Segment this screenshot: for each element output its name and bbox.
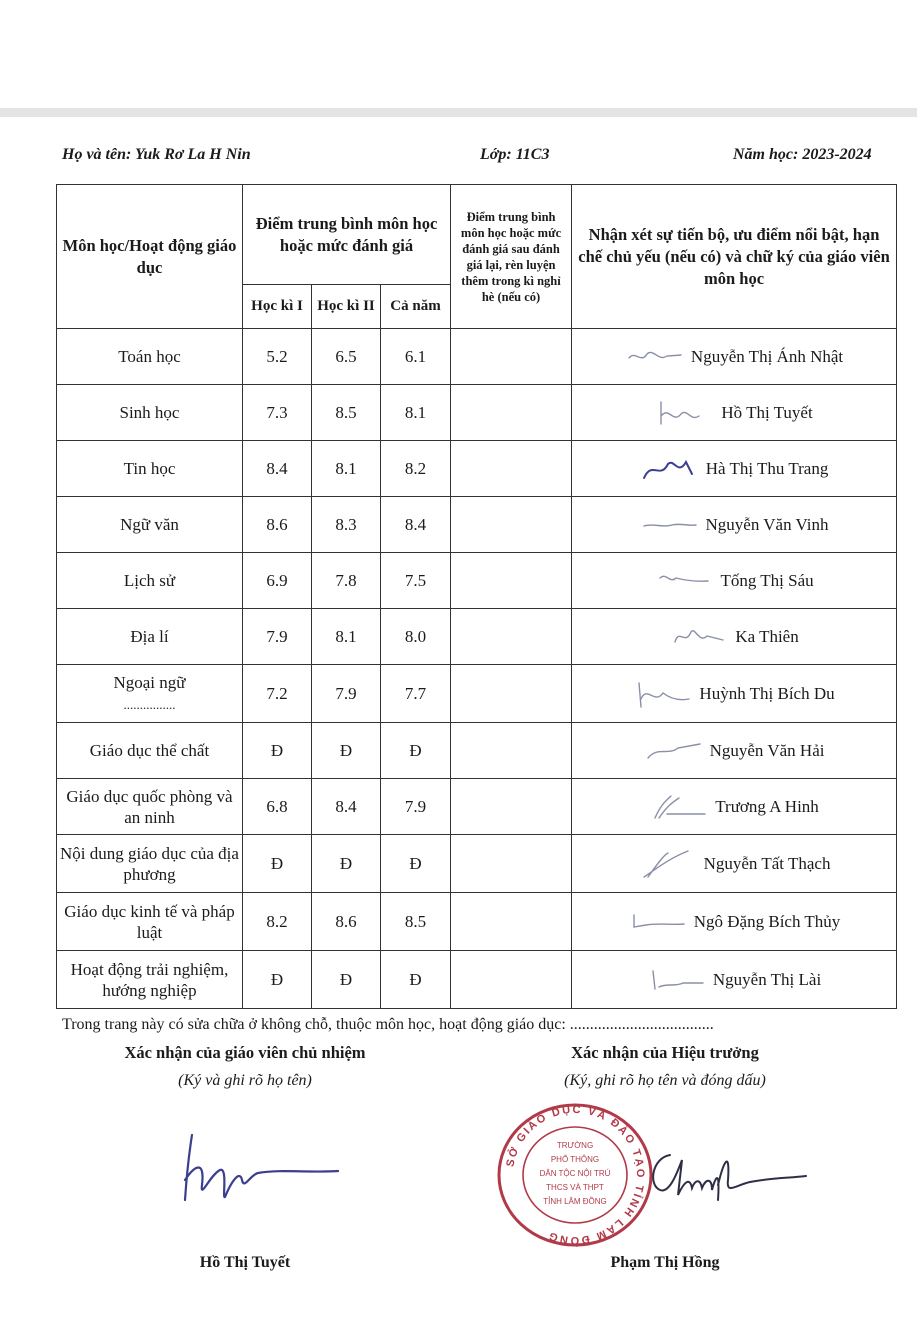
subject-label: Nội dung giáo dục của địa phương <box>60 843 239 884</box>
score-hk1: 6.8 <box>243 779 312 835</box>
subject-cell <box>57 665 243 723</box>
retest-cell <box>451 329 572 385</box>
stamp-ring-text: SỞ GIÁO DỤC VÀ ĐÀO TẠO TỈNH LÂM ĐỒNG <box>504 1103 647 1247</box>
score-hk2: 8.6 <box>312 893 381 951</box>
score-year: 8.5 <box>381 893 451 951</box>
subject-extra: ................ <box>123 697 176 712</box>
score-year: 7.5 <box>381 553 451 609</box>
retest-cell <box>451 665 572 723</box>
teacher-signature <box>628 907 686 937</box>
table-row <box>57 441 897 497</box>
stamp-line-3: DÂN TỘC NỘI TRÚ <box>539 1169 611 1178</box>
subject-cell <box>57 385 243 441</box>
table-row <box>57 951 897 1009</box>
score-hk1: 8.4 <box>243 441 312 497</box>
teacher-signature <box>633 679 691 709</box>
stamp-line-1: TRƯỜNG <box>556 1141 594 1150</box>
teacher-signature <box>625 342 683 372</box>
table-row <box>57 779 897 835</box>
teacher-signature <box>640 510 698 540</box>
header-hk2: Học kì II <box>312 285 381 329</box>
principal-signature <box>640 1140 810 1210</box>
score-hk1: Đ <box>243 951 312 1009</box>
retest-cell <box>451 723 572 779</box>
subject-cell <box>57 441 243 497</box>
score-hk2: 8.4 <box>312 779 381 835</box>
teacher-cell <box>572 441 897 497</box>
teacher-name: Ka Thiên <box>735 626 799 646</box>
subject-cell <box>57 779 243 835</box>
teacher-name: Ngô Đặng Bích Thủy <box>693 911 841 931</box>
score-hk1: 7.2 <box>243 665 312 723</box>
stamp-line-4: THCS VÀ THPT <box>546 1183 604 1192</box>
score-hk1: 5.2 <box>243 329 312 385</box>
score-hk2: 8.3 <box>312 497 381 553</box>
subject-label: Ngữ văn <box>120 515 179 534</box>
teacher-signature <box>649 792 707 822</box>
grades-table <box>56 184 897 1009</box>
teacher-cell <box>572 609 897 665</box>
score-hk2: 8.1 <box>312 441 381 497</box>
homeroom-confirm-title: Xác nhận của giáo viên chủ nhiệm <box>124 1043 366 1062</box>
grade-rows <box>57 329 897 1009</box>
subject-cell <box>57 951 243 1009</box>
school-year: Năm học: 2023-2024 <box>733 146 872 163</box>
score-year: Đ <box>381 951 451 1009</box>
teacher-name: Nguyễn Thị Ánh Nhật <box>690 346 844 366</box>
teacher-name: Hồ Thị Tuyết <box>721 402 813 422</box>
teacher-name: Hà Thị Thu Trang <box>705 458 829 478</box>
teacher-name: Tống Thị Sáu <box>720 570 814 590</box>
teacher-name: Nguyễn Thị Lài <box>712 969 822 989</box>
header-subject: Môn học/Hoạt động giáo dục <box>57 185 243 329</box>
teacher-cell <box>572 779 897 835</box>
teacher-cell <box>572 497 897 553</box>
score-hk1: Đ <box>243 723 312 779</box>
teacher-signature <box>638 849 696 879</box>
table-row <box>57 329 897 385</box>
table-row <box>57 385 897 441</box>
header-year: Cả năm <box>381 285 451 329</box>
score-hk2: 6.5 <box>312 329 381 385</box>
principal-confirm-title: Xác nhận của Hiệu trưởng <box>571 1043 759 1062</box>
score-hk2: 7.8 <box>312 553 381 609</box>
score-hk2: 8.1 <box>312 609 381 665</box>
table-row <box>57 609 897 665</box>
retest-cell <box>451 553 572 609</box>
teacher-signature <box>640 454 698 484</box>
subject-cell <box>57 723 243 779</box>
subject-label: Giáo dục kinh tế và pháp luật <box>64 901 235 942</box>
homeroom-confirm-sub: (Ký và ghi rõ họ tên) <box>178 1072 312 1089</box>
top-blank-area <box>0 0 917 108</box>
score-hk2: Đ <box>312 835 381 893</box>
subject-label: Ngoại ngữ <box>113 673 186 692</box>
subject-cell <box>57 329 243 385</box>
score-year: 8.0 <box>381 609 451 665</box>
retest-cell <box>451 893 572 951</box>
teacher-signature <box>644 736 702 766</box>
teacher-cell <box>572 951 897 1009</box>
teacher-name: Trương A Hinh <box>715 796 819 816</box>
teacher-name: Nguyễn Văn Vinh <box>705 514 829 534</box>
teacher-cell <box>572 553 897 609</box>
score-hk1: 7.3 <box>243 385 312 441</box>
header-hk1: Học kì I <box>243 285 312 329</box>
teacher-cell <box>572 665 897 723</box>
teacher-signature <box>647 965 705 995</box>
correction-note: Trong trang này có sửa chữa ở không chỗ, thuộc môn học, hoạt động giáo dục: .................................... <box>62 1016 714 1033</box>
header-comment: Nhận xét sự tiến bộ, ưu điểm nổi bật, hạn chế chủ yếu (nếu có) và chữ ký của giáo viên môn học <box>572 185 897 329</box>
teacher-name: Huỳnh Thị Bích Du <box>699 683 835 703</box>
stamp-line-5: TỈNH LÂM ĐỒNG <box>543 1197 607 1206</box>
score-hk2: 8.5 <box>312 385 381 441</box>
subject-label: Giáo dục thể chất <box>89 741 210 760</box>
teacher-signature <box>655 398 713 428</box>
table-row <box>57 497 897 553</box>
subject-cell <box>57 893 243 951</box>
retest-cell <box>451 835 572 893</box>
teacher-name: Nguyễn Tất Thạch <box>703 853 831 873</box>
subject-cell <box>57 609 243 665</box>
table-row <box>57 893 897 951</box>
subject-cell <box>57 553 243 609</box>
teacher-cell <box>572 835 897 893</box>
teacher-signature <box>669 622 727 652</box>
score-hk2: Đ <box>312 723 381 779</box>
score-year: 6.1 <box>381 329 451 385</box>
stamp-line-2: PHỔ THÔNG <box>550 1155 600 1164</box>
table-row <box>57 835 897 893</box>
teacher-cell <box>572 385 897 441</box>
subject-label: Hoạt động trải nghiệm, hướng nghiệp <box>70 959 229 1000</box>
retest-cell <box>451 779 572 835</box>
score-year: 8.2 <box>381 441 451 497</box>
subject-label: Tin học <box>123 459 176 478</box>
teacher-cell <box>572 723 897 779</box>
principal-confirm-sub: (Ký, ghi rõ họ tên và đóng dấu) <box>564 1072 766 1089</box>
score-year: 7.9 <box>381 779 451 835</box>
score-hk2: Đ <box>312 951 381 1009</box>
school-stamp <box>493 1100 657 1250</box>
subject-label: Toán học <box>118 347 181 366</box>
table-row <box>57 553 897 609</box>
teacher-name: Nguyễn Văn Hải <box>709 740 825 760</box>
retest-cell <box>451 385 572 441</box>
subject-label: Giáo dục quốc phòng và an ninh <box>66 786 233 827</box>
class-label: Lớp: 11C3 <box>480 146 550 163</box>
score-hk1: 8.6 <box>243 497 312 553</box>
principal-name: Phạm Thị Hồng <box>610 1254 720 1271</box>
teacher-cell <box>572 329 897 385</box>
score-hk1: Đ <box>243 835 312 893</box>
score-year: 8.1 <box>381 385 451 441</box>
table-row <box>57 665 897 723</box>
homeroom-signature <box>170 1125 350 1215</box>
retest-cell <box>451 497 572 553</box>
teacher-cell <box>572 893 897 951</box>
retest-cell <box>451 951 572 1009</box>
teacher-signature <box>654 566 712 596</box>
retest-cell <box>451 441 572 497</box>
score-year: 7.7 <box>381 665 451 723</box>
top-divider <box>0 108 917 117</box>
subject-label: Sinh học <box>119 403 180 422</box>
table-row <box>57 723 897 779</box>
score-hk2: 7.9 <box>312 665 381 723</box>
header-retest: Điểm trung bình môn học hoặc mức đánh giá sau đánh giá lại, rèn luyện thêm trong kì nghỉ hè (nếu có) <box>451 185 572 329</box>
score-year: 8.4 <box>381 497 451 553</box>
score-hk1: 7.9 <box>243 609 312 665</box>
subject-cell <box>57 497 243 553</box>
score-hk1: 8.2 <box>243 893 312 951</box>
subject-label: Lịch sử <box>123 571 176 590</box>
header-average: Điểm trung bình môn học hoặc mức đánh giá <box>243 185 451 285</box>
score-year: Đ <box>381 835 451 893</box>
subject-label: Địa lí <box>130 627 169 646</box>
subject-cell <box>57 835 243 893</box>
homeroom-name: Hồ Thị Tuyết <box>199 1254 291 1271</box>
score-year: Đ <box>381 723 451 779</box>
student-name: Họ và tên: Yuk Rơ La H Nin <box>62 146 251 163</box>
retest-cell <box>451 609 572 665</box>
score-hk1: 6.9 <box>243 553 312 609</box>
